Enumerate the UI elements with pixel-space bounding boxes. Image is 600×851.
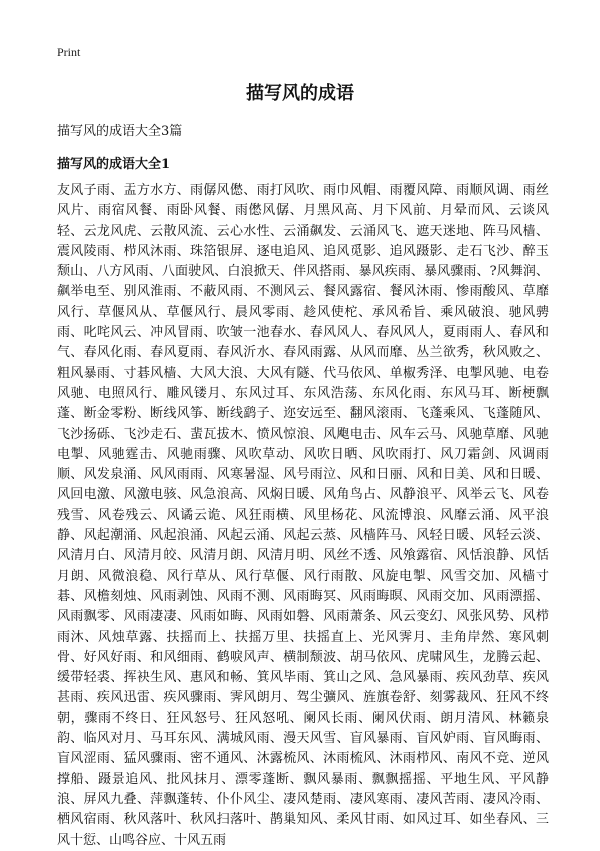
document-subtitle: 描写风的成语大全3篇 bbox=[57, 124, 183, 139]
page-title: 描写风的成语 bbox=[246, 83, 354, 104]
print-link[interactable]: Print bbox=[57, 45, 81, 59]
section-heading: 描写风的成语大全1 bbox=[57, 157, 171, 172]
idiom-list-paragraph: 友风子雨、盂方水方、雨僝风僽、雨打风吹、雨巾风帽、雨覆风障、雨顺风调、雨丝风片、雨宿风餐、雨卧风餐、雨僽风僝、月黑风高、月下风前、月晕而风、云谈风轻、云龙风虎、云散风流、云心水性、云涌飙发、云涌风飞、遮天迷地、阵马风樯、震风陵雨、栉风沐雨、珠箔银屏、逐电追风、追风觅影、追风蹑影、走石飞沙、醉玉颓山、八方风雨、八面驶风、白浪掀天、伴风搭雨、暴风疾雨、暴风骤雨、?风舞润、飙举电至、别风淮雨、不蔽风雨、不测风云、餐风露宿、餐风沐雨、惨雨酸风、草靡风行、草偃风从、草偃风行、晨风零雨、趁风使柁、承风希旨、乘风破浪、驰风骋雨、叱咤风云、冲风冒雨、吹皱一池春水、春风风人、春风风人，夏雨雨人、春风和气、春风化雨、春风夏雨、春风沂水、春风雨露、从风而靡、丛兰欲秀，秋风败之、粗风暴雨、寸碁风樯、大风大浪、大风有隧、代马依风、单椒秀泽、电掣风驰、电卷风驰、电照风行、雕风镂月、东风过耳、东风浩荡、东风化雨、东风马耳、断梗飘蓬、断金零粉、断线风筝、断线鹞子、迩安远至、翻风滚雨、飞蓬乘风、飞蓬随风、飞沙扬砾、飞沙走石、蜚瓦拔木、愤风惊浪、风飑电击、风车云马、风驰草靡、风驰电掣、风驰霆击、风驰雨骤、风吹草动、风吹日晒、风吹雨打、风刀霜剑、风调雨顺、风发泉涌、风风雨雨、风寒暑湿、风号雨泣、风和日丽、风和日美、风和日暖、风回电激、风激电骇、风急浪高、风焖日暖、风角鸟占、风静浪平、风举云飞、风卷残雪、风卷残云、风谲云诡、风狂雨横、风里杨花、风流博浪、风靡云涌、风平浪静、风起潮涌、风起浪涌、风起云涌、风起云蒸、风樯阵马、风轻日暖、风轻云淡、风清月白、风清月皎、风清月朗、风清月明、风丝不透、风飧露宿、风恬浪静、风恬月朗、风微浪稳、风行草从、风行草偃、风行雨散、风旋电掣、风雪交加、风樯寸碁、风檐刻烛、风雨剥蚀、风雨不测、风雨晦冥、风雨晦暝、风雨交加、风雨漂摇、风雨飘零、风雨凄凄、风雨如晦、风雨如磐、风雨萧条、风云变幻、风张风势、风栉雨沐、风烛草露、扶摇而上、扶摇万里、扶摇直上、光风霁月、圭角岸然、寒风刺骨、好风好雨、和风细雨、鹤唳风声、横制颓波、胡马依风、虎啸风生，龙腾云起、缓带轻裘、挥袂生风、惠风和畅、箕风毕雨、箕山之风、急风暴雨、疾风劲草、疾风甚雨、疾风迅雷、疾风骤雨、霁风朗月、驾尘彍风、旌旗卷舒、刻雾裁风、狂风不终朝，骤雨不终日、狂风怒号、狂风怒吼、阑风长雨、阑风伏雨、朗月清风、林籁泉韵、临风对月、马耳东风、满城风雨、漫天风雪、盲风暴雨、盲风妒雨、盲风晦雨、盲风涩雨、猛风骤雨、密不通风、沐露梳风、沐雨梳风、沐雨栉风、南风不竞、逆风撑船、蹑景追风、批风抹月、漂零蓬断、飘风暴雨、飘飘摇摇、平地生风、平风静浪、屏风九叠、萍飘蓬转、仆仆风尘、凄风楚雨、凄风寒雨、凄风苦雨、凄风冷雨、栖风宿雨、秋风落叶、秋风扫落叶、鹊巢知风、柔风甘雨、如风过耳、如坐春风、三风十愆、山鸣谷应、十风五雨 bbox=[57, 183, 549, 848]
